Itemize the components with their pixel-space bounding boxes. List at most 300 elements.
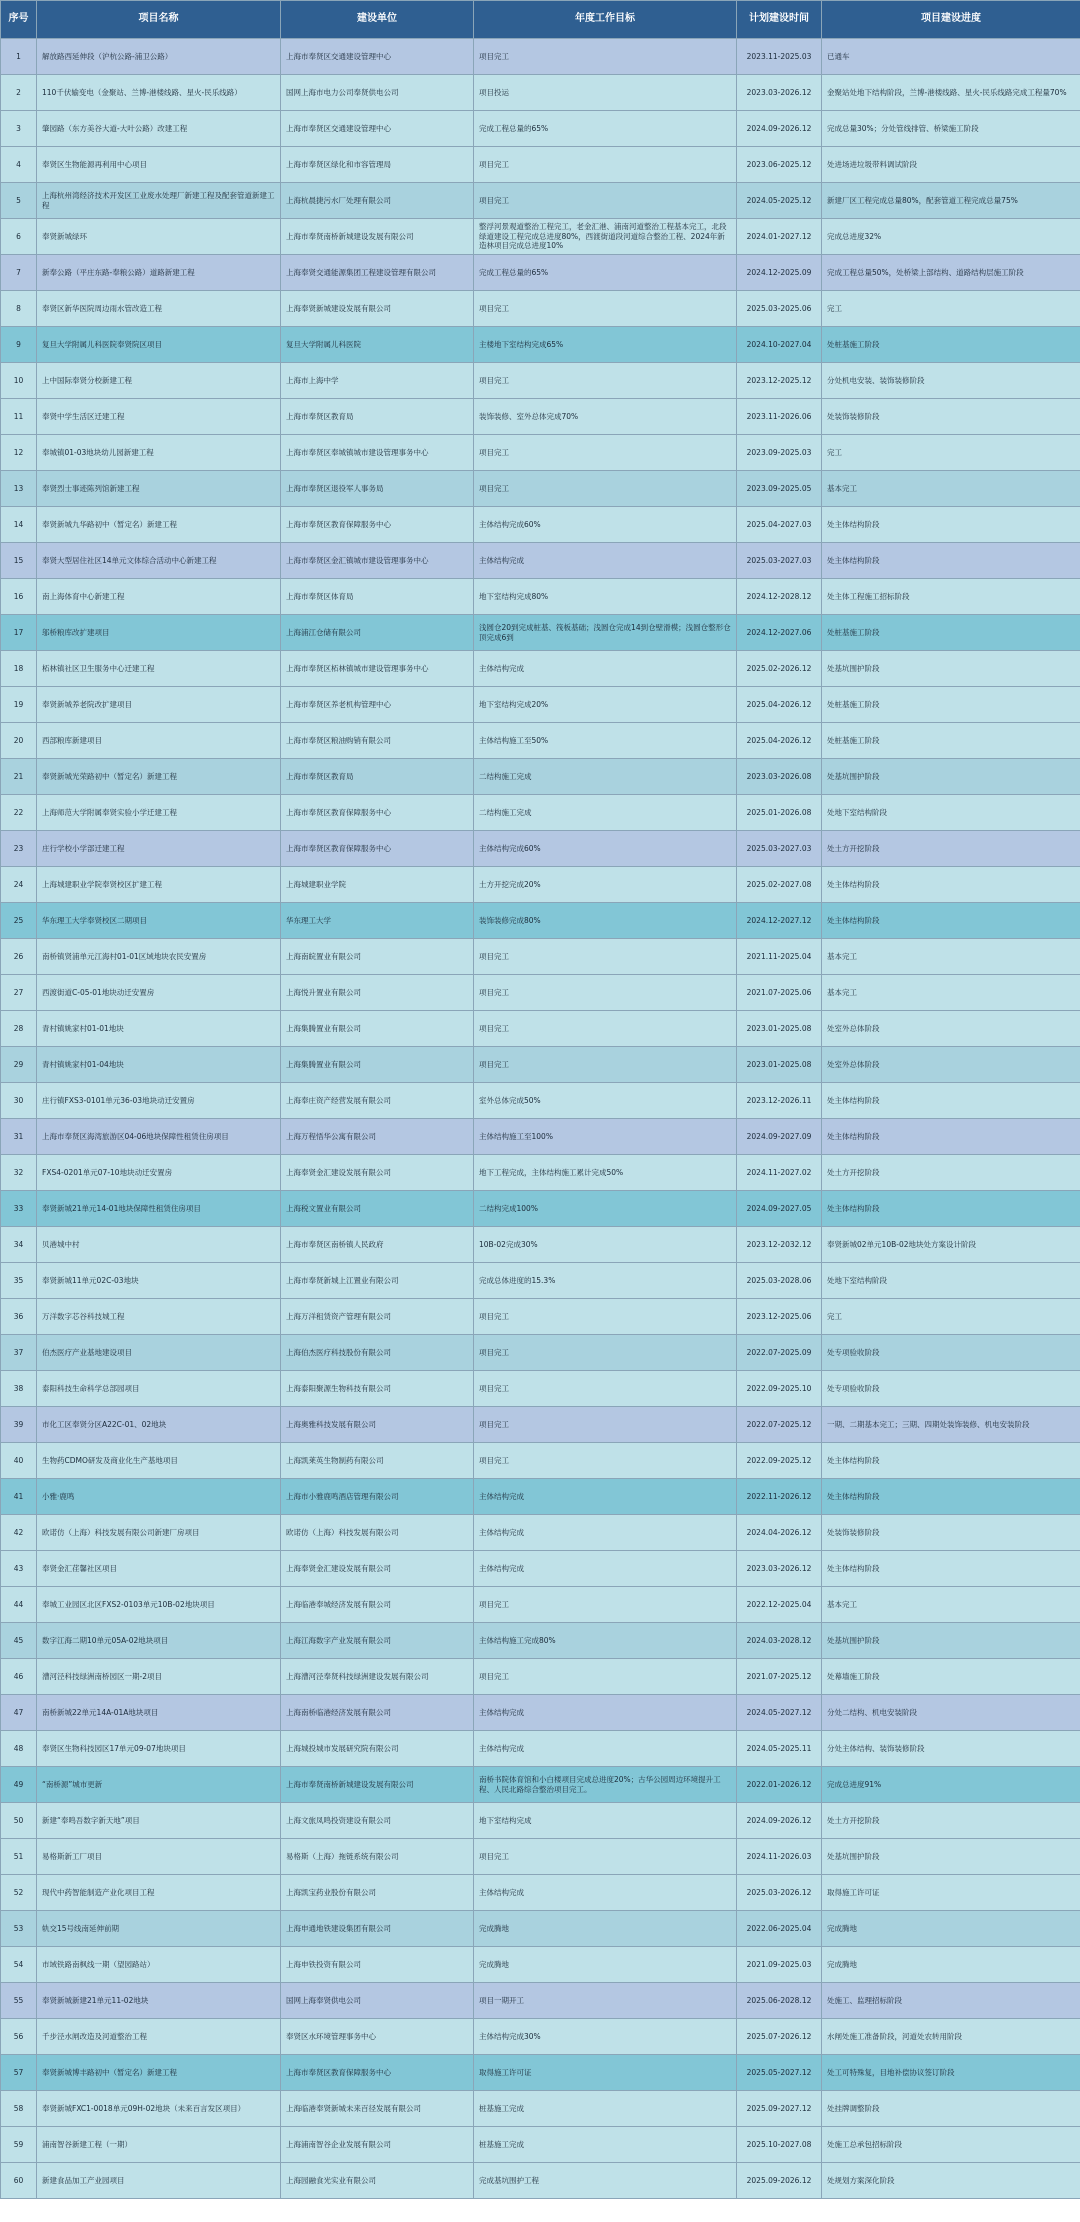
cell-project-name: 西部粮库新建项目 — [37, 723, 281, 759]
cell-progress: 基本完工 — [822, 471, 1080, 507]
cell-annual-goal: 装饰装修、室外总体完成70% — [474, 399, 737, 435]
cell-plan-time: 2022.07-2025.09 — [737, 1335, 822, 1371]
cell-no: 35 — [1, 1263, 37, 1299]
cell-project-name: 奉贤新城11单元02C-03地块 — [37, 1263, 281, 1299]
cell-no: 55 — [1, 1983, 37, 2019]
cell-no: 49 — [1, 1767, 37, 1803]
cell-builder: 上海市奉贤区柘林镇城市建设管理事务中心 — [281, 651, 474, 687]
cell-no: 16 — [1, 579, 37, 615]
cell-progress: 处主体结构阶段 — [822, 1119, 1080, 1155]
cell-plan-time: 2024.12-2027.06 — [737, 615, 822, 651]
cell-builder: 上海市奉贤区交通建设管理中心 — [281, 111, 474, 147]
cell-builder: 华东理工大学 — [281, 903, 474, 939]
table-row — [1, 1587, 1080, 1623]
cell-progress: 分处机电安装、装饰装修阶段 — [822, 363, 1080, 399]
cell-progress: 完工 — [822, 291, 1080, 327]
cell-no: 34 — [1, 1227, 37, 1263]
cell-progress: 处土方开挖阶段 — [822, 831, 1080, 867]
cell-no: 14 — [1, 507, 37, 543]
cell-builder: 上海南桥临港经济发展有限公司 — [281, 1695, 474, 1731]
cell-project-name: 复旦大学附属儿科医院奉贤院区项目 — [37, 327, 281, 363]
cell-project-name: 西渡街道C-05-01地块动迁安置房 — [37, 975, 281, 1011]
cell-progress: 一期、二期基本完工；三期、四期处装饰装修、机电安装阶段 — [822, 1407, 1080, 1443]
cell-plan-time: 2024.09-2026.12 — [737, 1803, 822, 1839]
cell-progress: 处基坑围护阶段 — [822, 651, 1080, 687]
cell-no: 15 — [1, 543, 37, 579]
cell-plan-time: 2024.12-2027.12 — [737, 903, 822, 939]
cell-annual-goal: 整浮河景观道整治工程完工，老金汇港、浦南河道整治工程基本完工，北段绿道建设工程完成总进度80%，西渡街道段河道综合整治工程、2024年新造林项目完成总进度10% — [474, 219, 737, 255]
cell-annual-goal: 项目完工 — [474, 939, 737, 975]
cell-progress: 基本完工 — [822, 939, 1080, 975]
cell-project-name: 轨交15号线南延伸前期 — [37, 1911, 281, 1947]
cell-plan-time: 2025.02-2027.08 — [737, 867, 822, 903]
cell-builder: 上海市奉贤新城上江置业有限公司 — [281, 1263, 474, 1299]
cell-project-name: 上海师范大学附属奉贤实验小学迁建工程 — [37, 795, 281, 831]
cell-project-name: 奉贤金汇荏馨社区项目 — [37, 1551, 281, 1587]
cell-annual-goal: 完成基坑围护工程 — [474, 2163, 737, 2199]
cell-annual-goal: 项目完工 — [474, 1299, 737, 1335]
cell-progress: 处室外总体阶段 — [822, 1011, 1080, 1047]
cell-plan-time: 2023.01-2025.08 — [737, 1011, 822, 1047]
table-row — [1, 327, 1080, 363]
cell-annual-goal: 取得施工许可证 — [474, 2055, 737, 2091]
table-row — [1, 975, 1080, 1011]
cell-builder: 上海市奉贤区退役军人事务局 — [281, 471, 474, 507]
cell-progress: 处幕墙施工阶段 — [822, 1659, 1080, 1695]
table-row — [1, 1695, 1080, 1731]
cell-no: 47 — [1, 1695, 37, 1731]
table-row — [1, 723, 1080, 759]
cell-project-name: 上海市奉贤区海湾旅游区04-06地块保障性租赁住房项目 — [37, 1119, 281, 1155]
cell-progress: 处施工总承包招标阶段 — [822, 2127, 1080, 2163]
cell-progress: 处工可特殊复，目地补偿协议签订阶段 — [822, 2055, 1080, 2091]
cell-plan-time: 2021.07-2025.12 — [737, 1659, 822, 1695]
cell-plan-time: 2023.12-2025.06 — [737, 1299, 822, 1335]
cell-no: 43 — [1, 1551, 37, 1587]
cell-no: 39 — [1, 1407, 37, 1443]
cell-annual-goal: 主体结构完成 — [474, 1731, 737, 1767]
cell-builder: 上海市奉贤区粮油购销有限公司 — [281, 723, 474, 759]
cell-plan-time: 2025.05-2027.12 — [737, 2055, 822, 2091]
cell-no: 40 — [1, 1443, 37, 1479]
cell-builder: 上海奉庄资产经营发展有限公司 — [281, 1083, 474, 1119]
cell-plan-time: 2025.04-2026.12 — [737, 723, 822, 759]
table-row — [1, 1119, 1080, 1155]
cell-plan-time: 2025.01-2026.08 — [737, 795, 822, 831]
table-row — [1, 1875, 1080, 1911]
cell-project-name: 上海杭州湾经济技术开发区工业废水处理厂新建工程及配套管道新建工程 — [37, 183, 281, 219]
cell-plan-time: 2025.07-2026.12 — [737, 2019, 822, 2055]
table-row — [1, 1299, 1080, 1335]
cell-progress: 处桩基施工阶段 — [822, 327, 1080, 363]
cell-plan-time: 2023.01-2025.08 — [737, 1047, 822, 1083]
cell-project-name: 生物药CDMO研发及商业化生产基地项目 — [37, 1443, 281, 1479]
cell-project-name: 南桥镇贤浦单元江海村01-01区域地块农民安置房 — [37, 939, 281, 975]
cell-progress: 处基坑围护阶段 — [822, 1839, 1080, 1875]
cell-builder: 上海浦南智谷企业发展有限公司 — [281, 2127, 474, 2163]
cell-annual-goal: 主体结构完成 — [474, 1515, 737, 1551]
cell-builder: 上海泰阳聚源生物科技有限公司 — [281, 1371, 474, 1407]
cell-progress: 处主体结构阶段 — [822, 867, 1080, 903]
cell-annual-goal: 项目完工 — [474, 471, 737, 507]
cell-no: 42 — [1, 1515, 37, 1551]
cell-annual-goal: 南桥书院体育馆和小白楼项目完成总进度20%；古华公园周边环境提升工程、人民北路综合整治项目完工。 — [474, 1767, 737, 1803]
cell-progress: 处专项验收阶段 — [822, 1371, 1080, 1407]
cell-builder: 上海市小雅鹿鸣酒店管理有限公司 — [281, 1479, 474, 1515]
table-header — [1, 1, 1080, 39]
cell-builder: 上海市奉贤区教育局 — [281, 399, 474, 435]
cell-annual-goal: 桩基施工完成 — [474, 2127, 737, 2163]
table-row — [1, 1911, 1080, 1947]
cell-plan-time: 2024.10-2027.04 — [737, 327, 822, 363]
table-row — [1, 39, 1080, 75]
cell-progress: 完工 — [822, 1299, 1080, 1335]
cell-project-name: 柘林镇社区卫生服务中心迁建工程 — [37, 651, 281, 687]
cell-plan-time: 2024.01-2027.12 — [737, 219, 822, 255]
cell-builder: 上海市奉贤区交通建设管理中心 — [281, 39, 474, 75]
cell-annual-goal: 项目完工 — [474, 1407, 737, 1443]
cell-plan-time: 2025.10-2027.08 — [737, 2127, 822, 2163]
cell-no: 37 — [1, 1335, 37, 1371]
cell-builder: 上海南皖置业有限公司 — [281, 939, 474, 975]
cell-builder: 上海集腾置业有限公司 — [281, 1011, 474, 1047]
table-row — [1, 1371, 1080, 1407]
cell-project-name: 万洋数字芯谷科技城工程 — [37, 1299, 281, 1335]
cell-plan-time: 2024.03-2028.12 — [737, 1623, 822, 1659]
cell-plan-time: 2023.06-2025.12 — [737, 147, 822, 183]
cell-progress: 处主体结构阶段 — [822, 507, 1080, 543]
cell-plan-time: 2023.03-2026.12 — [737, 75, 822, 111]
cell-builder: 上海集腾置业有限公司 — [281, 1047, 474, 1083]
cell-progress: 处主体结构阶段 — [822, 903, 1080, 939]
table-row — [1, 2163, 1080, 2199]
cell-annual-goal: 二结构施工完成 — [474, 795, 737, 831]
cell-no: 53 — [1, 1911, 37, 1947]
cell-project-name: 市化工区奉贤分区A22C-01、02地块 — [37, 1407, 281, 1443]
cell-progress: 处地下室结构阶段 — [822, 795, 1080, 831]
table-row — [1, 471, 1080, 507]
cell-project-name: 新建食品加工产业园项目 — [37, 2163, 281, 2199]
cell-no: 9 — [1, 327, 37, 363]
cell-annual-goal: 项目投运 — [474, 75, 737, 111]
table-row — [1, 1191, 1080, 1227]
cell-builder: 上海市奉贤区教育保障服务中心 — [281, 507, 474, 543]
cell-project-name: 奉贤新城绿环 — [37, 219, 281, 255]
cell-plan-time: 2022.09-2025.12 — [737, 1443, 822, 1479]
cell-plan-time: 2021.07-2025.06 — [737, 975, 822, 1011]
cell-project-name: 浦南智谷新建工程（一期） — [37, 2127, 281, 2163]
cell-progress: 处主体结构阶段 — [822, 1083, 1080, 1119]
cell-project-name: 小雅·鹿鸣 — [37, 1479, 281, 1515]
cell-no: 18 — [1, 651, 37, 687]
cell-plan-time: 2023.09-2025.03 — [737, 435, 822, 471]
cell-annual-goal: 主体结构完成 — [474, 543, 737, 579]
cell-annual-goal: 完成总体进度的15.3% — [474, 1263, 737, 1299]
table-row — [1, 759, 1080, 795]
table-row — [1, 435, 1080, 471]
cell-plan-time: 2025.03-2025.06 — [737, 291, 822, 327]
cell-builder: 上海江海数字产业发展有限公司 — [281, 1623, 474, 1659]
cell-annual-goal: 完成腾地 — [474, 1911, 737, 1947]
cell-plan-time: 2024.09-2026.12 — [737, 111, 822, 147]
table-row — [1, 2055, 1080, 2091]
cell-annual-goal: 主体结构施工至100% — [474, 1119, 737, 1155]
header-row — [1, 1, 1080, 39]
table-row — [1, 399, 1080, 435]
table-row — [1, 939, 1080, 975]
cell-plan-time: 2024.05-2025.11 — [737, 1731, 822, 1767]
cell-project-name: 奉贤区生物科技园区17单元09-07地块项目 — [37, 1731, 281, 1767]
cell-annual-goal: 项目完工 — [474, 183, 737, 219]
cell-project-name: 市域铁路南枫线一期（望园路站） — [37, 1947, 281, 1983]
cell-plan-time: 2025.03-2027.03 — [737, 831, 822, 867]
cell-plan-time: 2023.03-2026.12 — [737, 1551, 822, 1587]
cell-plan-time: 2022.12-2025.04 — [737, 1587, 822, 1623]
table-row — [1, 1515, 1080, 1551]
cell-no: 60 — [1, 2163, 37, 2199]
cell-annual-goal: 土方开挖完成20% — [474, 867, 737, 903]
cell-plan-time: 2023.11-2025.03 — [737, 39, 822, 75]
header-project-name: 项目名称 — [37, 1, 281, 39]
cell-builder: 国网上海奉贤供电公司 — [281, 1983, 474, 2019]
cell-no: 24 — [1, 867, 37, 903]
cell-builder: 上海税文置业有限公司 — [281, 1191, 474, 1227]
cell-progress: 处规划方案深化阶段 — [822, 2163, 1080, 2199]
cell-plan-time: 2024.09-2027.09 — [737, 1119, 822, 1155]
table-row — [1, 1983, 1080, 2019]
cell-project-name: 解放路西延伸段（沪杭公路-浦卫公路） — [37, 39, 281, 75]
cell-no: 46 — [1, 1659, 37, 1695]
table-row — [1, 1335, 1080, 1371]
cell-progress: 处挂牌调整阶段 — [822, 2091, 1080, 2127]
cell-progress: 处地下室结构阶段 — [822, 1263, 1080, 1299]
cell-builder: 上海城投城市发展研究院有限公司 — [281, 1731, 474, 1767]
cell-project-name: 奉城镇01-03地块幼儿园新建工程 — [37, 435, 281, 471]
cell-no: 20 — [1, 723, 37, 759]
cell-no: 21 — [1, 759, 37, 795]
table-row — [1, 1551, 1080, 1587]
cell-builder: 上海悦升置业有限公司 — [281, 975, 474, 1011]
table-row — [1, 1407, 1080, 1443]
cell-no: 3 — [1, 111, 37, 147]
cell-no: 19 — [1, 687, 37, 723]
cell-project-name: FXS4-0201单元07-10地块动迁安置房 — [37, 1155, 281, 1191]
cell-progress: 金聚站处地下结构阶段，兰博-港楼线路、星火-民乐线路完成工程量70% — [822, 75, 1080, 111]
table-row — [1, 1263, 1080, 1299]
cell-annual-goal: 项目完工 — [474, 1587, 737, 1623]
cell-annual-goal: 完成工程总量的65% — [474, 111, 737, 147]
cell-annual-goal: 项目完工 — [474, 1011, 737, 1047]
cell-builder: 上海凯宝药业股份有限公司 — [281, 1875, 474, 1911]
cell-plan-time: 2023.12-2025.12 — [737, 363, 822, 399]
cell-project-name: 新建“奉鸣吾数字新天地”项目 — [37, 1803, 281, 1839]
cell-plan-time: 2025.04-2027.03 — [737, 507, 822, 543]
cell-builder: 上海奉贤金汇建设发展有限公司 — [281, 1155, 474, 1191]
cell-progress: 完工 — [822, 435, 1080, 471]
cell-no: 41 — [1, 1479, 37, 1515]
cell-plan-time: 2025.06-2028.12 — [737, 1983, 822, 2019]
cell-no: 45 — [1, 1623, 37, 1659]
cell-no: 13 — [1, 471, 37, 507]
cell-plan-time: 2024.04-2026.12 — [737, 1515, 822, 1551]
header-progress: 项目建设进度 — [822, 1, 1080, 39]
cell-plan-time: 2022.06-2025.04 — [737, 1911, 822, 1947]
cell-progress: 处土方开挖阶段 — [822, 1803, 1080, 1839]
cell-project-name: 奉贤新城博丰路初中（暂定名）新建工程 — [37, 2055, 281, 2091]
cell-builder: 上海市上海中学 — [281, 363, 474, 399]
table-row — [1, 543, 1080, 579]
cell-progress: 处主体结构阶段 — [822, 1443, 1080, 1479]
cell-project-name: 奉贤新城FXC1-0018单元09H-02地块（未来百言发区项目） — [37, 2091, 281, 2127]
cell-plan-time: 2025.02-2026.12 — [737, 651, 822, 687]
cell-builder: 上海奥雅科技发展有限公司 — [281, 1407, 474, 1443]
cell-plan-time: 2024.12-2025.09 — [737, 255, 822, 291]
cell-plan-time: 2025.04-2026.12 — [737, 687, 822, 723]
cell-project-name: 邬桥粮库改扩建项目 — [37, 615, 281, 651]
table-row — [1, 255, 1080, 291]
cell-builder: 上海浦江仓储有限公司 — [281, 615, 474, 651]
cell-project-name: 奉贤区新华医院周边雨水管改造工程 — [37, 291, 281, 327]
cell-progress: 处桩基施工阶段 — [822, 723, 1080, 759]
cell-annual-goal: 地下工程完成，主体结构施工累计完成50% — [474, 1155, 737, 1191]
table-row — [1, 1443, 1080, 1479]
header-annual-goal: 年度工作目标 — [474, 1, 737, 39]
cell-annual-goal: 项目完工 — [474, 1335, 737, 1371]
table-row — [1, 1731, 1080, 1767]
cell-project-name: 奉贤中学生活区迁建工程 — [37, 399, 281, 435]
cell-plan-time: 2021.09-2025.03 — [737, 1947, 822, 1983]
cell-plan-time: 2023.12-2026.11 — [737, 1083, 822, 1119]
cell-no: 51 — [1, 1839, 37, 1875]
cell-plan-time: 2024.09-2027.05 — [737, 1191, 822, 1227]
cell-annual-goal: 10B-02完成30% — [474, 1227, 737, 1263]
cell-progress: 完成总进度32% — [822, 219, 1080, 255]
cell-progress: 新建厂区工程完成总量80%，配套管道工程完成总量75% — [822, 183, 1080, 219]
cell-project-name: 奉贤新城21单元14-01地块保障性租赁住房项目 — [37, 1191, 281, 1227]
table-row — [1, 2091, 1080, 2127]
cell-project-name: 贝港城中村 — [37, 1227, 281, 1263]
cell-no: 22 — [1, 795, 37, 831]
table-row — [1, 363, 1080, 399]
cell-annual-goal: 项目完工 — [474, 147, 737, 183]
cell-project-name: 奉贤新城光荣路初中（暂定名）新建工程 — [37, 759, 281, 795]
cell-project-name: 华东理工大学奉贤校区二期项目 — [37, 903, 281, 939]
cell-builder: 上海杭晨捷污水厂处理有限公司 — [281, 183, 474, 219]
cell-no: 23 — [1, 831, 37, 867]
cell-annual-goal: 主体结构完成60% — [474, 507, 737, 543]
cell-progress: 处施工、监理招标阶段 — [822, 1983, 1080, 2019]
cell-annual-goal: 主体结构完成 — [474, 1875, 737, 1911]
cell-progress: 处基坑围护阶段 — [822, 759, 1080, 795]
cell-project-name: 易格斯新工厂项目 — [37, 1839, 281, 1875]
cell-progress: 处基坑围护阶段 — [822, 1623, 1080, 1659]
cell-builder: 复旦大学附属儿科医院 — [281, 327, 474, 363]
cell-no: 2 — [1, 75, 37, 111]
cell-progress: 水闸处施工准备阶段，河道处农转用阶段 — [822, 2019, 1080, 2055]
table-row — [1, 1947, 1080, 1983]
cell-no: 28 — [1, 1011, 37, 1047]
cell-project-name: 现代中药智能制造产业化项目工程 — [37, 1875, 281, 1911]
table-row — [1, 291, 1080, 327]
cell-annual-goal: 主体结构完成 — [474, 1551, 737, 1587]
cell-plan-time: 2023.03-2026.08 — [737, 759, 822, 795]
cell-progress: 处装饰装修阶段 — [822, 1515, 1080, 1551]
cell-builder: 上海城建职业学院 — [281, 867, 474, 903]
table-row — [1, 183, 1080, 219]
cell-project-name: 新奉公路（平庄东路-奉粮公路）道路新建工程 — [37, 255, 281, 291]
cell-annual-goal: 主体结构完成 — [474, 1479, 737, 1515]
cell-project-name: 伯杰医疗产业基地建设项目 — [37, 1335, 281, 1371]
cell-annual-goal: 地下室结构完成20% — [474, 687, 737, 723]
cell-project-name: 庄行学校小学部迁建工程 — [37, 831, 281, 867]
cell-annual-goal: 装饰装修完成80% — [474, 903, 737, 939]
cell-builder: 易格斯（上海）拖链系统有限公司 — [281, 1839, 474, 1875]
cell-builder: 上海市奉贤区南桥镇人民政府 — [281, 1227, 474, 1263]
table-row — [1, 219, 1080, 255]
cell-no: 6 — [1, 219, 37, 255]
cell-plan-time: 2022.07-2025.12 — [737, 1407, 822, 1443]
cell-no: 58 — [1, 2091, 37, 2127]
table-row — [1, 1659, 1080, 1695]
cell-no: 48 — [1, 1731, 37, 1767]
cell-plan-time: 2023.12-2032.12 — [737, 1227, 822, 1263]
table-row — [1, 615, 1080, 651]
cell-progress: 处主体结构阶段 — [822, 543, 1080, 579]
cell-progress: 处主体结构阶段 — [822, 1551, 1080, 1587]
table-row — [1, 867, 1080, 903]
cell-plan-time: 2024.12-2028.12 — [737, 579, 822, 615]
cell-plan-time: 2024.05-2027.12 — [737, 1695, 822, 1731]
table-row — [1, 111, 1080, 147]
cell-progress: 完成总进度91% — [822, 1767, 1080, 1803]
cell-progress: 分处二结构、机电安装阶段 — [822, 1695, 1080, 1731]
cell-annual-goal: 室外总体完成50% — [474, 1083, 737, 1119]
cell-progress: 处室外总体阶段 — [822, 1047, 1080, 1083]
table-row — [1, 1839, 1080, 1875]
cell-annual-goal: 地下室结构完成 — [474, 1803, 737, 1839]
cell-progress: 处主体工程施工招标阶段 — [822, 579, 1080, 615]
cell-progress: 奉贤新城02单元10B-02地块处方案设计阶段 — [822, 1227, 1080, 1263]
table-row — [1, 147, 1080, 183]
cell-no: 11 — [1, 399, 37, 435]
cell-progress: 完成腾地 — [822, 1947, 1080, 1983]
cell-progress: 处土方开挖阶段 — [822, 1155, 1080, 1191]
cell-project-name: 奉贤区生物能源再利用中心项目 — [37, 147, 281, 183]
table-row — [1, 1803, 1080, 1839]
cell-no: 4 — [1, 147, 37, 183]
cell-builder: 上海市奉贤区养老机构管理中心 — [281, 687, 474, 723]
cell-project-name: 奉贤新城养老院改扩建项目 — [37, 687, 281, 723]
cell-builder: 上海市奉贤区教育保障服务中心 — [281, 831, 474, 867]
cell-annual-goal: 项目完工 — [474, 291, 737, 327]
header-no: 序号 — [1, 1, 37, 39]
cell-annual-goal: 项目一期开工 — [474, 1983, 737, 2019]
cell-annual-goal: 完成工程总量的65% — [474, 255, 737, 291]
cell-no: 29 — [1, 1047, 37, 1083]
cell-plan-time: 2022.11-2026.12 — [737, 1479, 822, 1515]
cell-annual-goal: 地下室结构完成80% — [474, 579, 737, 615]
table-row — [1, 1623, 1080, 1659]
cell-annual-goal: 项目完工 — [474, 1839, 737, 1875]
cell-annual-goal: 主体结构完成60% — [474, 831, 737, 867]
cell-no: 8 — [1, 291, 37, 327]
header-plan-time: 计划建设时间 — [737, 1, 822, 39]
cell-plan-time: 2022.01-2026.12 — [737, 1767, 822, 1803]
cell-builder: 上海市奉贤区教育保障服务中心 — [281, 2055, 474, 2091]
cell-annual-goal: 二结构完成100% — [474, 1191, 737, 1227]
cell-progress: 处专项验收阶段 — [822, 1335, 1080, 1371]
cell-builder: 上海园融食光实业有限公司 — [281, 2163, 474, 2199]
